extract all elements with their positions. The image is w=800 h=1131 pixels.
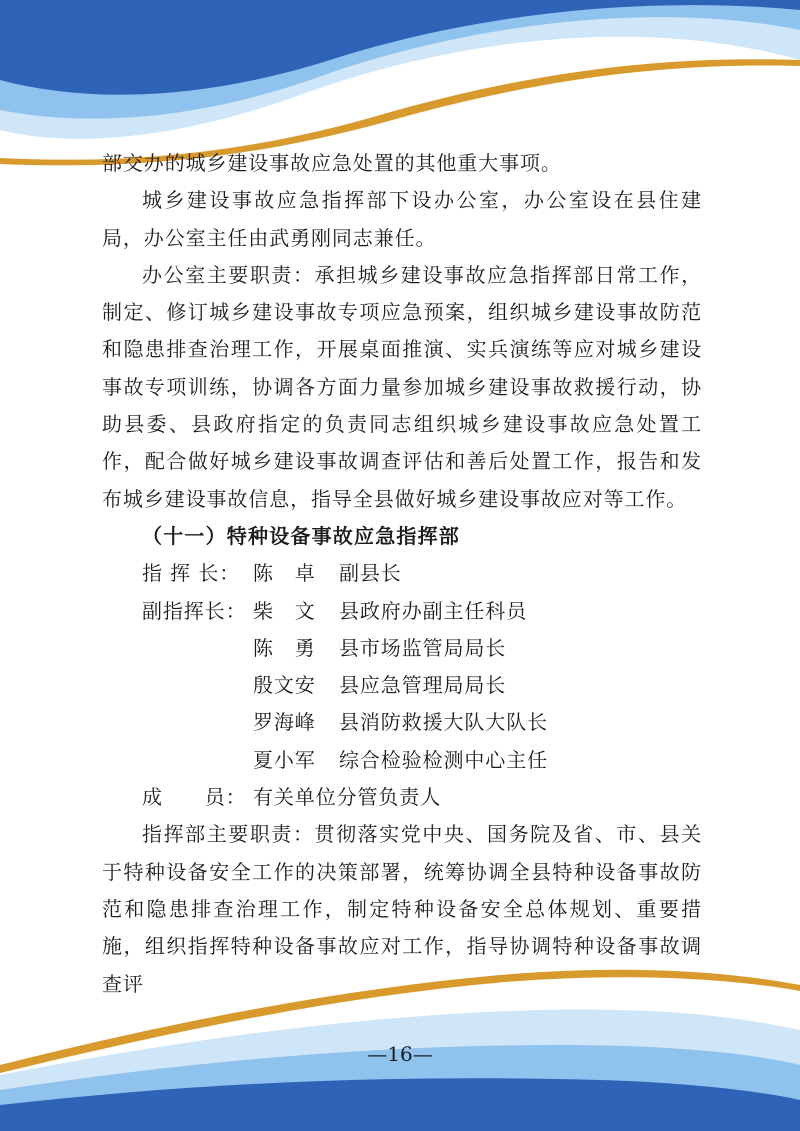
paragraph-hq-duties: 指挥部主要职责：贯彻落实党中央、国务院及省、市、县关于特种设备安全工作的决策部署，统筹协调全县特种设备事故防范和隐患排查治理工作，制定特种设备安全总体规划、重要措施，组织指挥特种设备事故应对工作，指导协调特种设备事故调查评 xyxy=(102,822,702,996)
deputy-row xyxy=(102,593,702,630)
document-body xyxy=(102,145,702,1003)
commander-name: 陈 卓 xyxy=(253,561,316,586)
deputy-title: 县政府办副主任科员 xyxy=(339,598,528,623)
commander-title: 副县长 xyxy=(339,561,402,586)
paragraph-continuation: 部交办的城乡建设事故应急处置的其他重大事项。 xyxy=(102,151,562,175)
deputy-row xyxy=(102,630,702,667)
members-value: 有关单位分管负责人 xyxy=(253,785,442,810)
deputy-name: 罗海峰 xyxy=(253,710,316,735)
commander-role: 指 挥 长： xyxy=(142,561,241,586)
deputy-row xyxy=(102,704,702,741)
deputy-role: 副指挥长： xyxy=(142,598,247,623)
page-number: —16— xyxy=(367,1042,433,1066)
paragraph-office-duties: 办公室主要职责：承担城乡建设事故应急指挥部日常工作，制定、修订城乡建设事故专项应急预案，组织城乡建设事故防范和隐患排查治理工作，开展桌面推演、实兵演练等应对城乡建设事故专项训练，协调各方面力量参加城乡建设事故救援行动，协助县委、县政府指定的负责同志组织城乡建设事故应急处置工作，配合做好城乡建设事故调查评估和善后处置工作，报告和发布城乡建设事故信息，指导全县做好城乡建设事故应对等工作。 xyxy=(102,262,702,511)
deputy-title: 县市场监管局局长 xyxy=(339,635,507,660)
commander-row xyxy=(102,555,702,592)
paragraph-office-setup: 城乡建设事故应急指挥部下设办公室，办公室设在县住建局，办公室主任由武勇刚同志兼任。 xyxy=(102,188,702,250)
deputy-row xyxy=(102,742,702,779)
deputy-name: 夏小军 xyxy=(253,747,316,772)
members-role: 成 员： xyxy=(142,785,247,810)
deputy-name: 殷文安 xyxy=(253,673,316,698)
deputy-name: 陈 勇 xyxy=(253,635,316,660)
deputy-name: 柴 文 xyxy=(253,598,316,623)
members-row xyxy=(102,779,702,816)
deputy-row xyxy=(102,667,702,704)
deputy-title: 县应急管理局局长 xyxy=(339,673,507,698)
deputy-title: 县消防救援大队大队长 xyxy=(339,710,548,735)
section-heading: （十一）特种设备事故应急指挥部 xyxy=(142,523,460,548)
deputy-title: 综合检验检测中心主任 xyxy=(339,747,548,772)
